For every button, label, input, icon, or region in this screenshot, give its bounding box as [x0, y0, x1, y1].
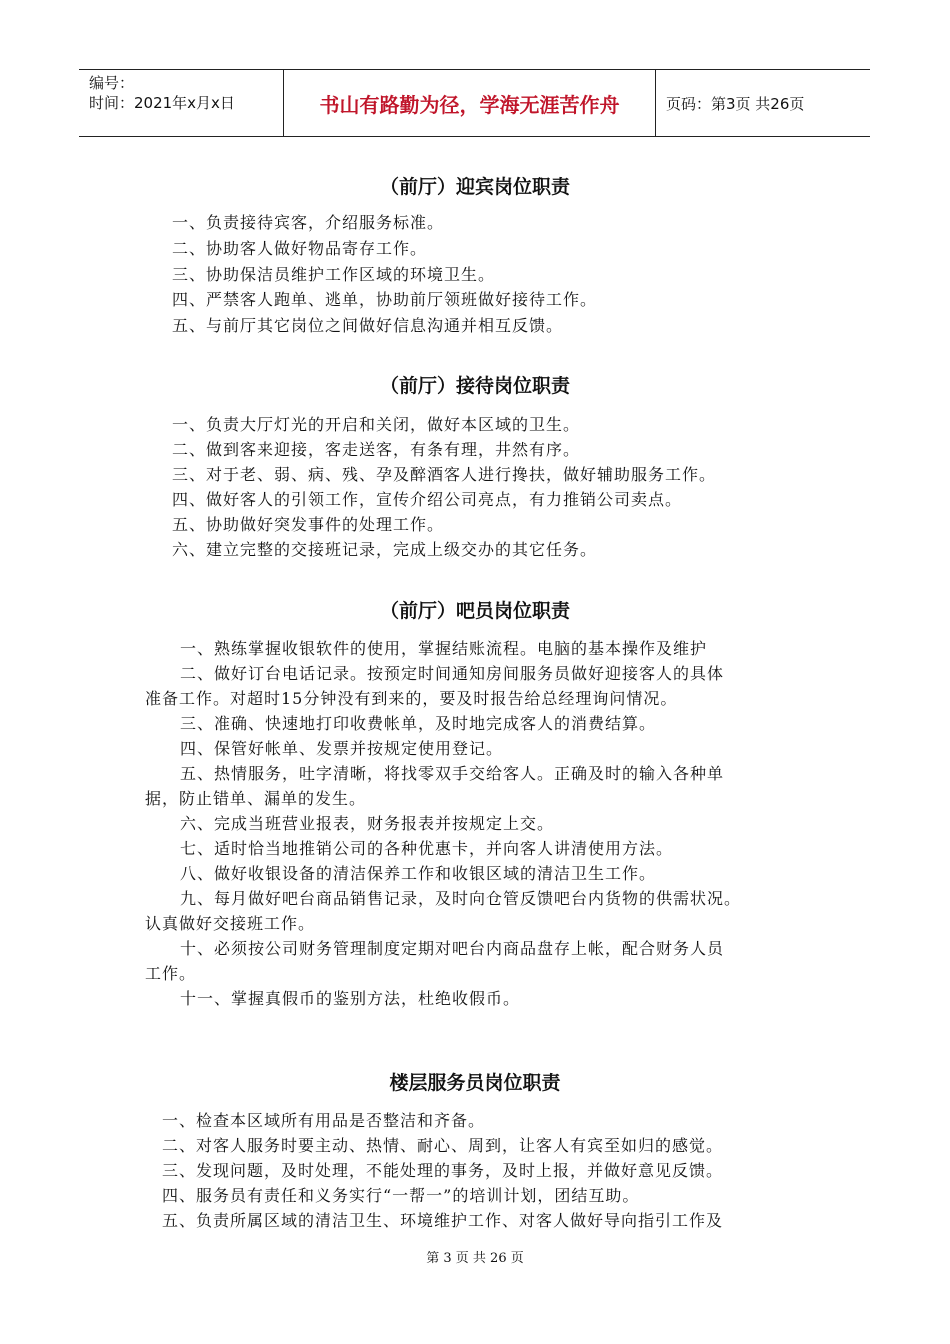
- list-item: 据，防止错单、漏单的发生。: [145, 789, 367, 808]
- list-item: 九、每月做好吧台商品销售记录，及时向仓管反馈吧台内货物的供需状况。: [180, 889, 742, 908]
- header-meta-cell: [79, 70, 284, 136]
- list-item: 三、对于老、弱、病、残、孕及醉酒客人进行搀扶，做好辅助服务工作。: [172, 465, 717, 484]
- list-item: 六、建立完整的交接班记录，完成上级交办的其它任务。: [172, 540, 598, 559]
- list-item: 四、严禁客人跑单、逃单，协助前厅领班做好接待工作。: [172, 290, 598, 309]
- list-item: 五、协助做好突发事件的处理工作。: [172, 515, 445, 534]
- page-header: [79, 69, 870, 137]
- page-footer: 第 3 页 共 26 页: [426, 1251, 524, 1266]
- doc-time-label: 时间：2021年x月x日: [89, 94, 235, 112]
- list-item: 八、做好收银设备的清洁保养工作和收银区域的清洁卫生工作。: [180, 864, 657, 883]
- list-item: 二、对客人服务时要主动、热情、耐心、周到，让客人有宾至如归的感觉。: [162, 1136, 724, 1155]
- list-item: 工作。: [145, 964, 197, 983]
- list-item: 准备工作。对超时15分钟没有到来的，要及时报告给总经理询问情况。: [145, 689, 678, 708]
- section-title-reception: （前厅）接待岗位职责: [379, 375, 570, 397]
- list-item: 三、协助保洁员维护工作区域的环境卫生。: [172, 265, 496, 284]
- list-item: 二、做到客来迎接，客走送客，有条有理，井然有序。: [172, 440, 581, 459]
- section-title-floor-staff: 楼层服务员岗位职责: [389, 1072, 561, 1094]
- list-item: 四、保管好帐单、发票并按规定使用登记。: [180, 739, 504, 758]
- list-item: 一、熟练掌握收银软件的使用，掌握结账流程。电脑的基本操作及维护: [180, 639, 708, 658]
- section-title-greeter: （前厅）迎宾岗位职责: [379, 176, 570, 198]
- list-item: 四、做好客人的引领工作，宣传介绍公司亮点，有力推销公司卖点。: [172, 490, 683, 509]
- section-title-bar-staff: （前厅）吧员岗位职责: [379, 600, 570, 622]
- list-item: 七、适时恰当地推销公司的各种优惠卡，并向客人讲清使用方法。: [180, 839, 674, 858]
- list-item: 五、与前厅其它岗位之间做好信息沟通并相互反馈。: [172, 316, 564, 335]
- doc-number-label: 编号：: [89, 74, 135, 92]
- list-item: 十、必须按公司财务管理制度定期对吧台内商品盘存上帐，配合财务人员: [180, 939, 725, 958]
- list-item: 一、负责接待宾客，介绍服务标准。: [172, 213, 445, 232]
- header-motto: 书山有路勤为径，学海无涯苦作舟: [284, 70, 656, 136]
- list-item: 一、检查本区域所有用品是否整洁和齐备。: [162, 1111, 486, 1130]
- list-item: 二、做好订台电话记录。按预定时间通知房间服务员做好迎接客人的具体: [180, 664, 725, 683]
- header-page-number: 页码：第3页 共26页: [666, 94, 805, 113]
- list-item: 一、负责大厅灯光的开启和关闭，做好本区域的卫生。: [172, 415, 581, 434]
- list-item: 认真做好交接班工作。: [145, 914, 316, 933]
- list-item: 五、负责所属区域的清洁卫生、环境维护工作、对客人做好导向指引工作及: [162, 1211, 724, 1230]
- list-item: 十一、掌握真假币的鉴别方法，杜绝收假币。: [180, 989, 521, 1008]
- list-item: 六、完成当班营业报表，财务报表并按规定上交。: [180, 814, 555, 833]
- list-item: 二、协助客人做好物品寄存工作。: [172, 239, 428, 258]
- list-item: 五、热情服务，吐字清晰，将找零双手交给客人。正确及时的输入各种单: [180, 764, 725, 783]
- list-item: 三、发现问题，及时处理，不能处理的事务，及时上报，并做好意见反馈。: [162, 1161, 724, 1180]
- list-item: 四、服务员有责任和义务实行“一帮一”的培训计划，团结互助。: [162, 1186, 640, 1205]
- list-item: 三、准确、快速地打印收费帐单，及时地完成客人的消费结算。: [180, 714, 657, 733]
